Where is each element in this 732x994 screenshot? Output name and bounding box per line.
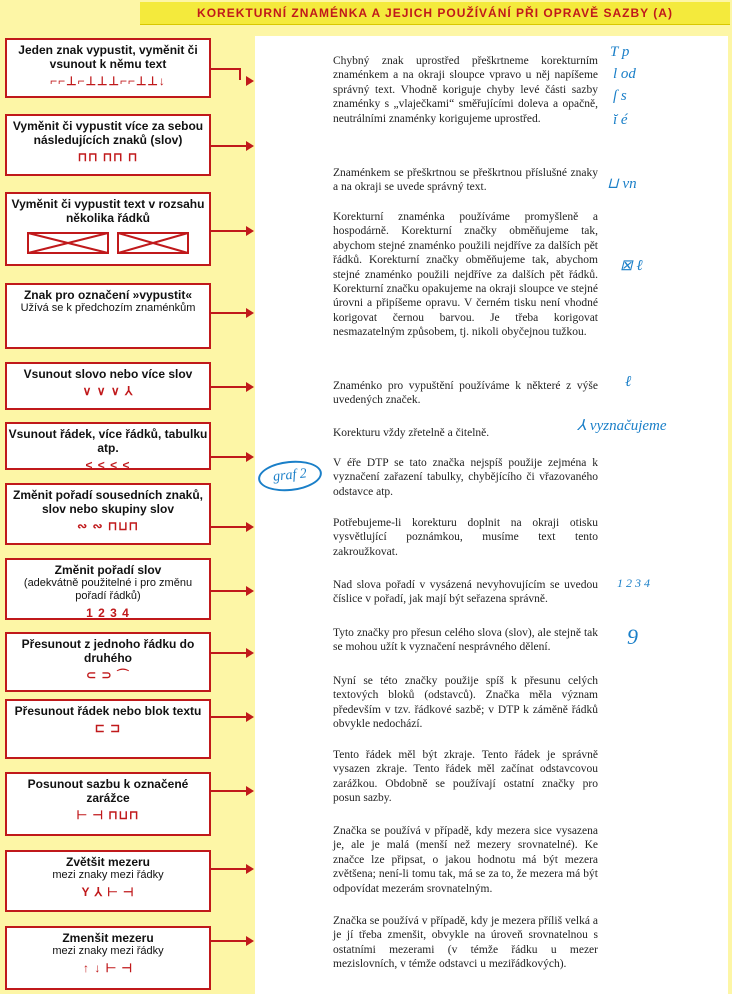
- box-title: Vyměnit či vypustit více za sebou následujících znaků (slov): [12, 119, 204, 147]
- box-title: Posunout sazbu k označené zarážce: [27, 777, 189, 805]
- box-title: Zmenšit mezeru: [62, 931, 154, 945]
- connector: [211, 716, 246, 718]
- box-8: [5, 558, 211, 620]
- box-11: [5, 772, 211, 836]
- margin-mark: ⅄ vyznačujeme: [577, 418, 667, 434]
- margin-mark: ℓ: [625, 374, 632, 390]
- connector: [211, 68, 241, 70]
- connector: [239, 68, 241, 80]
- box-10: [5, 699, 211, 759]
- paragraph-11: Tento řádek měl být zkraje. Tento řádek je správně vysazen zkraje. Tento řádek měl začínat odstavcovou zarážkou. Obdobně se používají ostatní značky pro posun sazby.: [333, 749, 598, 805]
- proof-page: [255, 36, 728, 994]
- arrow-right-icon: [246, 936, 254, 946]
- paragraph-9: Tyto značky pro přesun celého slova (slov), ale stejně tak se mohou užít k vyznačení nesprávného dělení.: [333, 627, 598, 654]
- arrow-right-icon: [246, 786, 254, 796]
- arrow-right-icon: [246, 141, 254, 151]
- box-note: mezi znaky mezi řádky: [52, 869, 164, 881]
- margin-mark: T p: [610, 44, 630, 60]
- box-title: Vsunout řádek, více řádků, tabulku atp.: [8, 427, 208, 455]
- box-note: Užívá se k předchozím znaménkům: [20, 302, 196, 314]
- box-symbols: < < < <: [85, 458, 131, 472]
- arrow-right-icon: [246, 864, 254, 874]
- cross-out-symbol-icon: [18, 230, 198, 256]
- paragraph-13: Značka se používá v případě, kdy je mezera příliš velká a je jí třeba zmenšit, obvykle na úroveň srovnatelnou s ostatními mezerami (v témže řádku u mezer mezislovních, v témže odstavci u meziřádkových).: [333, 915, 598, 971]
- paragraph-1: Chybný znak uprostřed přeškrtneme korekturním znaménkem a na okraji sloupce vpravo u něj napíšeme správný text. Vhodně koriguje chyby levé části sazby znaménky s „vlaječkami“ směřujícími doleva a opačně, neutrálními znaménky korigujeme uprostřed.: [333, 55, 598, 125]
- paragraph-5: Korekturu vždy zřetelně a čitelně.: [333, 427, 490, 439]
- connector: [211, 145, 246, 147]
- box-symbols: ∨ ∨ ∨ ⅄: [82, 384, 134, 398]
- box-symbols: 1 2 3 4: [86, 606, 130, 620]
- margin-mark: 1 2 3 4: [617, 576, 650, 590]
- box-title: Přesunout řádek nebo blok textu: [14, 704, 202, 718]
- box-title: Jeden znak vypustit, vyměnit či vsunout k němu text: [18, 43, 198, 71]
- box-5: [5, 362, 211, 410]
- box-title: Vyměnit či vypustit text v rozsahu několika řádků: [11, 197, 205, 225]
- box-title: Znak pro označení »vypustit«: [23, 288, 193, 302]
- connector: [211, 940, 246, 942]
- box-12: [5, 850, 211, 912]
- box-title: Změnit pořadí slov: [54, 563, 162, 577]
- connector: [211, 456, 246, 458]
- box-4: [5, 283, 211, 349]
- arrow-right-icon: [246, 226, 254, 236]
- box-symbols: ⊂ ⊃ ⌒: [86, 668, 130, 682]
- arrow-right-icon: [246, 382, 254, 392]
- connector: [211, 652, 246, 654]
- box-title: Zvětšit mezeru: [65, 855, 151, 869]
- margin-mark: ⊔ vn: [607, 176, 637, 192]
- page-title: KOREKTURNÍ ZNAMÉNKA A JEJICH POUŽÍVÁNÍ PŘI OPRAVĚ SAZBY (A): [197, 6, 673, 20]
- box-note: (adekvátně použitelné i pro změnu pořadí řádků): [23, 577, 193, 602]
- box-title: Přesunout z jednoho řádku do druhého: [21, 637, 195, 665]
- box-symbols: ⊓⊓ ⊓⊓ ⊓: [77, 150, 139, 164]
- connector: [211, 526, 246, 528]
- arrow-right-icon: [246, 648, 254, 658]
- paragraph-7: Potřebujeme-li korekturu doplnit na okraji otisku vysvětlující poznámkou, musíme text tento zakroužkovat.: [333, 517, 598, 558]
- connector: [211, 590, 246, 592]
- margin-mark: l od: [613, 66, 636, 82]
- title-bar: [140, 2, 730, 25]
- arrow-right-icon: [246, 712, 254, 722]
- connector: [211, 312, 246, 314]
- paragraph-3: Korekturní znaménka používáme promyšleně a hospodárně. Korekturní značky obměňujeme tak, abychom stejné znaménko použili nejdříve za dalších pět řádků. Korekturní značky obměňujeme tak, abychom stejné znaménko použili nejdříve za dalších pět řádků. Korekturní značku opakujeme na okraji sloupce ve stejné úrovni a připíšeme opravu. V černém tisku není vhodné korigovat černou barvou. Je třeba korigovat nesmazatelným způsobem, tj. nikoli obyčejnou tužkou.: [333, 211, 598, 339]
- box-title: Změnit pořadí sousedních znaků, slov nebo skupiny slov: [12, 488, 204, 516]
- box-symbols: ∾ ∾ ⊓⊔⊓: [77, 519, 139, 533]
- left-column: [0, 26, 250, 994]
- box-2: [5, 114, 211, 176]
- arrow-right-icon: [246, 452, 254, 462]
- arrow-right-icon: [246, 308, 254, 318]
- graf-annotation: graf 2: [257, 458, 324, 495]
- box-symbols: ⊢ ⊣ ⊓⊔⊓: [76, 808, 140, 822]
- box-symbols: ↑ ↓ ⊢ ⊣: [83, 961, 133, 975]
- margin-mark: ſ s: [613, 88, 627, 104]
- paragraph-12: Značka se používá v případě, kdy mezera sice vysazena je, ale je malá (menší než mezery srovnatelné). Ke značce lze připsat, o jakou hodnotu má být mezera zvětšena; není-li tomu tak, má se za to, že mezera má být odpovídat mezerám srovnatelným.: [333, 825, 598, 895]
- box-3: [5, 192, 211, 266]
- paragraph-6: V éře DTP se tato značka nejspíš použije zejména k vyznačení zařazení tabulky, chybějícího či vřazovaného odstavce atp.: [333, 457, 598, 498]
- paragraph-10: Nyní se této značky použije spíš k přesunu celých textových bloků (odstavců). Značka měla význam především v tzv. řádkové sazbě; v DTP k záměně řádků obvykle nedochází.: [333, 675, 598, 731]
- box-title: Vsunout slovo nebo více slov: [23, 367, 193, 381]
- box-symbols: ⊏ ⊐: [94, 721, 122, 735]
- box-6: [5, 422, 211, 470]
- connector: [211, 230, 246, 232]
- paragraph-8: Nad slova pořadí v vysázená nevyhovujícím se uvedou číslice v pořadí, jak mají být seřazena správně.: [333, 579, 598, 606]
- box-1: [5, 38, 211, 98]
- margin-mark: ⊠ ℓ: [620, 258, 643, 274]
- connector: [211, 386, 246, 388]
- arrow-right-icon: [246, 522, 254, 532]
- arrow-right-icon: [246, 586, 254, 596]
- box-symbols: Y ⅄ ⊢ ⊣: [81, 885, 135, 899]
- connector: [211, 790, 246, 792]
- box-symbols: ⌐⌐⊥⌐⊥⊥⊥⌐⌐⊥⊥↓: [50, 74, 166, 88]
- paragraph-2: Znaménkem se přeškrtnou se přeškrtnou příslušné znaky a na okraji se uvede správný text.: [333, 167, 598, 194]
- box-9: [5, 632, 211, 692]
- margin-mark: 9: [627, 624, 638, 649]
- box-13: [5, 926, 211, 990]
- box-note: mezi znaky mezi řádky: [52, 945, 164, 957]
- margin-mark: ĭ é: [613, 112, 628, 128]
- connector: [211, 868, 246, 870]
- paragraph-4: Znaménko pro vypuštění používáme k některé z výše uvedených značek.: [333, 380, 598, 407]
- box-7: [5, 483, 211, 545]
- arrow-right-icon: [246, 76, 254, 86]
